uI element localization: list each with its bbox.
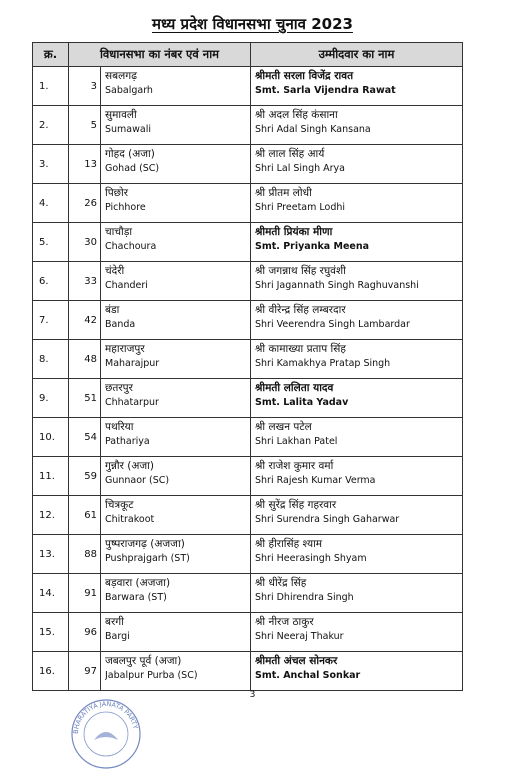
table-row: [33, 613, 463, 652]
candidate-name-cell: [251, 145, 463, 184]
constituency-name-cell: [101, 535, 251, 574]
candidate-name-cell: [251, 418, 463, 457]
serial-number: 6.: [33, 262, 69, 301]
constituency-name-english: Jabalpur Purba (SC): [105, 670, 198, 681]
constituency-name-cell: [101, 145, 251, 184]
constituency-name-cell: [101, 67, 251, 106]
constituency-name-cell: [101, 223, 251, 262]
constituency-name-cell: [101, 574, 251, 613]
table-row: [33, 574, 463, 613]
constituency-name-english: Banda: [105, 319, 136, 330]
candidate-name-hindi: श्रीमती अंचल सोनकर: [255, 655, 338, 667]
constituency-number: 26: [69, 184, 101, 223]
constituency-name-hindi: गोहद (अजा): [105, 148, 155, 160]
constituency-number: 42: [69, 301, 101, 340]
candidate-name-cell: [251, 262, 463, 301]
candidate-name-english: Shri Heerasingh Shyam: [255, 553, 367, 564]
candidate-table: [32, 42, 463, 691]
header-sno: क्र.: [33, 43, 69, 67]
constituency-name-hindi: बड़वारा (अजजा): [105, 577, 171, 589]
candidate-name-hindi: श्री जगन्नाथ सिंह रघुवंशी: [255, 265, 346, 277]
constituency-number: 33: [69, 262, 101, 301]
candidate-name-cell: [251, 301, 463, 340]
candidate-name-english: Shri Preetam Lodhi: [255, 202, 346, 213]
constituency-name-hindi: पथरिया: [105, 421, 134, 433]
constituency-name-cell: [101, 613, 251, 652]
header-constituency: विधानसभा का नंबर एवं नाम: [69, 43, 251, 67]
candidate-name-cell: [251, 535, 463, 574]
serial-number: 8.: [33, 340, 69, 379]
candidate-name-english: Smt. Sarla Vijendra Rawat: [255, 85, 396, 96]
constituency-number: 91: [69, 574, 101, 613]
constituency-name-cell: [101, 457, 251, 496]
serial-number: 4.: [33, 184, 69, 223]
serial-number: 16.: [33, 652, 69, 691]
constituency-name-hindi: पिछोर: [105, 187, 129, 199]
candidate-name-cell: [251, 223, 463, 262]
constituency-name-hindi: छतरपुर: [105, 382, 133, 394]
candidate-name-english: Smt. Lalita Yadav: [255, 397, 349, 408]
constituency-name-cell: [101, 106, 251, 145]
candidate-name-cell: [251, 613, 463, 652]
page-title: मध्य प्रदेश विधानसभा चुनाव 2023: [152, 15, 353, 33]
constituency-name-hindi: पुष्पराजगढ़ (अजजा): [105, 538, 185, 550]
serial-number: 2.: [33, 106, 69, 145]
constituency-name-english: Chhatarpur: [105, 397, 159, 408]
constituency-name-cell: [101, 418, 251, 457]
table-header-row: [33, 43, 463, 67]
candidate-name-hindi: श्री राजेश कुमार वर्मा: [255, 460, 334, 472]
table-row: [33, 184, 463, 223]
table-row: [33, 652, 463, 691]
candidate-name-english: Smt. Anchal Sonkar: [255, 670, 361, 681]
constituency-name-english: Maharajpur: [105, 358, 160, 369]
serial-number: 13.: [33, 535, 69, 574]
serial-number: 1.: [33, 67, 69, 106]
constituency-name-hindi: चाचौड़ा: [105, 226, 133, 238]
constituency-number: 59: [69, 457, 101, 496]
serial-number: 14.: [33, 574, 69, 613]
constituency-number: 3: [69, 67, 101, 106]
table-row: [33, 535, 463, 574]
serial-number: 9.: [33, 379, 69, 418]
candidate-name-hindi: श्री लाल सिंह आर्य: [255, 148, 325, 160]
constituency-name-english: Barwara (ST): [105, 592, 167, 603]
constituency-name-cell: [101, 301, 251, 340]
candidate-name-hindi: श्री अदल सिंह कंसाना: [255, 109, 338, 121]
constituency-name-english: Pathariya: [105, 436, 150, 447]
constituency-number: 48: [69, 340, 101, 379]
constituency-name-english: Pushprajgarh (ST): [105, 553, 190, 564]
serial-number: 12.: [33, 496, 69, 535]
candidate-name-hindi: श्रीमती सरला विजेंद्र रावत: [255, 70, 354, 82]
constituency-name-cell: [101, 379, 251, 418]
constituency-number: 88: [69, 535, 101, 574]
table-row: [33, 496, 463, 535]
constituency-name-cell: [101, 262, 251, 301]
serial-number: 5.: [33, 223, 69, 262]
candidate-name-cell: [251, 496, 463, 535]
candidate-name-english: Shri Veerendra Singh Lambardar: [255, 319, 410, 330]
serial-number: 11.: [33, 457, 69, 496]
constituency-name-cell: [101, 652, 251, 691]
candidate-name-english: Shri Lakhan Patel: [255, 436, 338, 447]
constituency-name-english: Bargi: [105, 631, 130, 642]
constituency-number: 13: [69, 145, 101, 184]
candidate-name-english: Smt. Priyanka Meena: [255, 241, 370, 252]
candidate-name-cell: [251, 340, 463, 379]
constituency-name-hindi: सुमावली: [105, 109, 137, 121]
table-row: [33, 145, 463, 184]
table-row: [33, 379, 463, 418]
candidate-name-cell: [251, 67, 463, 106]
candidate-name-cell: [251, 457, 463, 496]
table-row: [33, 67, 463, 106]
constituency-name-hindi: चंदेरी: [105, 265, 125, 277]
constituency-name-hindi: बंडा: [105, 304, 120, 316]
candidate-name-english: Shri Neeraj Thakur: [255, 631, 344, 642]
candidate-name-hindi: श्री सुरेंद्र सिंह गहरवार: [255, 499, 337, 511]
constituency-number: 61: [69, 496, 101, 535]
constituency-name-english: Sumawali: [105, 124, 151, 135]
table-body: [33, 67, 463, 691]
table-row: [33, 262, 463, 301]
constituency-name-hindi: बरगी: [105, 616, 124, 628]
candidate-name-hindi: श्री वीरेन्द्र सिंह लम्बरदार: [255, 304, 346, 316]
candidate-name-hindi: श्री धीरेंद्र सिंह: [255, 577, 307, 589]
serial-number: 7.: [33, 301, 69, 340]
constituency-number: 51: [69, 379, 101, 418]
page-number: 3: [249, 690, 256, 700]
constituency-number: 96: [69, 613, 101, 652]
constituency-name-cell: [101, 340, 251, 379]
constituency-name-english: Sabalgarh: [105, 85, 153, 96]
constituency-number: 30: [69, 223, 101, 262]
candidate-name-english: Shri Lal Singh Arya: [255, 163, 345, 174]
candidate-name-english: Shri Dhirendra Singh: [255, 592, 354, 603]
candidate-name-english: Shri Rajesh Kumar Verma: [255, 475, 376, 486]
candidate-name-cell: [251, 652, 463, 691]
table-row: [33, 340, 463, 379]
candidate-name-hindi: श्रीमती ललिता यादव: [255, 382, 334, 394]
serial-number: 15.: [33, 613, 69, 652]
constituency-name-hindi: जबलपुर पूर्व (अजा): [105, 655, 182, 667]
constituency-name-cell: [101, 184, 251, 223]
constituency-name-hindi: सबलगढ़: [105, 70, 138, 82]
constituency-number: 54: [69, 418, 101, 457]
candidate-name-english: Shri Kamakhya Pratap Singh: [255, 358, 391, 369]
candidate-name-hindi: श्रीमती प्रियंका मीणा: [255, 226, 333, 238]
header-candidate: उम्मीदवार का नाम: [251, 43, 463, 67]
constituency-name-hindi: गुन्नौर (अजा): [105, 460, 154, 472]
constituency-name-hindi: महाराजपुर: [105, 343, 145, 355]
table-row: [33, 418, 463, 457]
candidate-name-hindi: श्री हीरासिंह श्याम: [255, 538, 323, 550]
candidate-name-cell: [251, 184, 463, 223]
constituency-name-english: Gohad (SC): [105, 163, 160, 174]
candidate-name-cell: [251, 106, 463, 145]
constituency-name-english: Gunnaor (SC): [105, 475, 170, 486]
candidate-name-cell: [251, 574, 463, 613]
constituency-name-english: Chanderi: [105, 280, 148, 291]
candidate-name-english: Shri Jagannath Singh Raghuvanshi: [255, 280, 419, 291]
table-row: [33, 457, 463, 496]
candidate-name-english: Shri Surendra Singh Gaharwar: [255, 514, 400, 525]
constituency-name-hindi: चित्रकूट: [105, 499, 134, 511]
constituency-name-cell: [101, 496, 251, 535]
candidate-name-hindi: श्री प्रीतम लोधी: [255, 187, 312, 199]
candidate-name-cell: [251, 379, 463, 418]
serial-number: 3.: [33, 145, 69, 184]
serial-number: 10.: [33, 418, 69, 457]
candidate-name-hindi: श्री लखन पटेल: [255, 421, 312, 433]
candidate-name-english: Shri Adal Singh Kansana: [255, 124, 371, 135]
constituency-name-english: Chitrakoot: [105, 514, 155, 525]
constituency-number: 97: [69, 652, 101, 691]
svg-text:BHARATIYA JANATA PARTY: BHARATIYA JANATA PARTY: [71, 699, 140, 735]
table-row: [33, 301, 463, 340]
candidate-name-hindi: श्री नीरज ठाकुर: [255, 616, 314, 628]
party-seal-stamp: [66, 694, 146, 774]
table-row: [33, 106, 463, 145]
constituency-number: 5: [69, 106, 101, 145]
constituency-name-english: Chachoura: [105, 241, 157, 252]
constituency-name-english: Pichhore: [105, 202, 146, 213]
table-row: [33, 223, 463, 262]
candidate-name-hindi: श्री कामाख्या प्रताप सिंह: [255, 343, 346, 355]
